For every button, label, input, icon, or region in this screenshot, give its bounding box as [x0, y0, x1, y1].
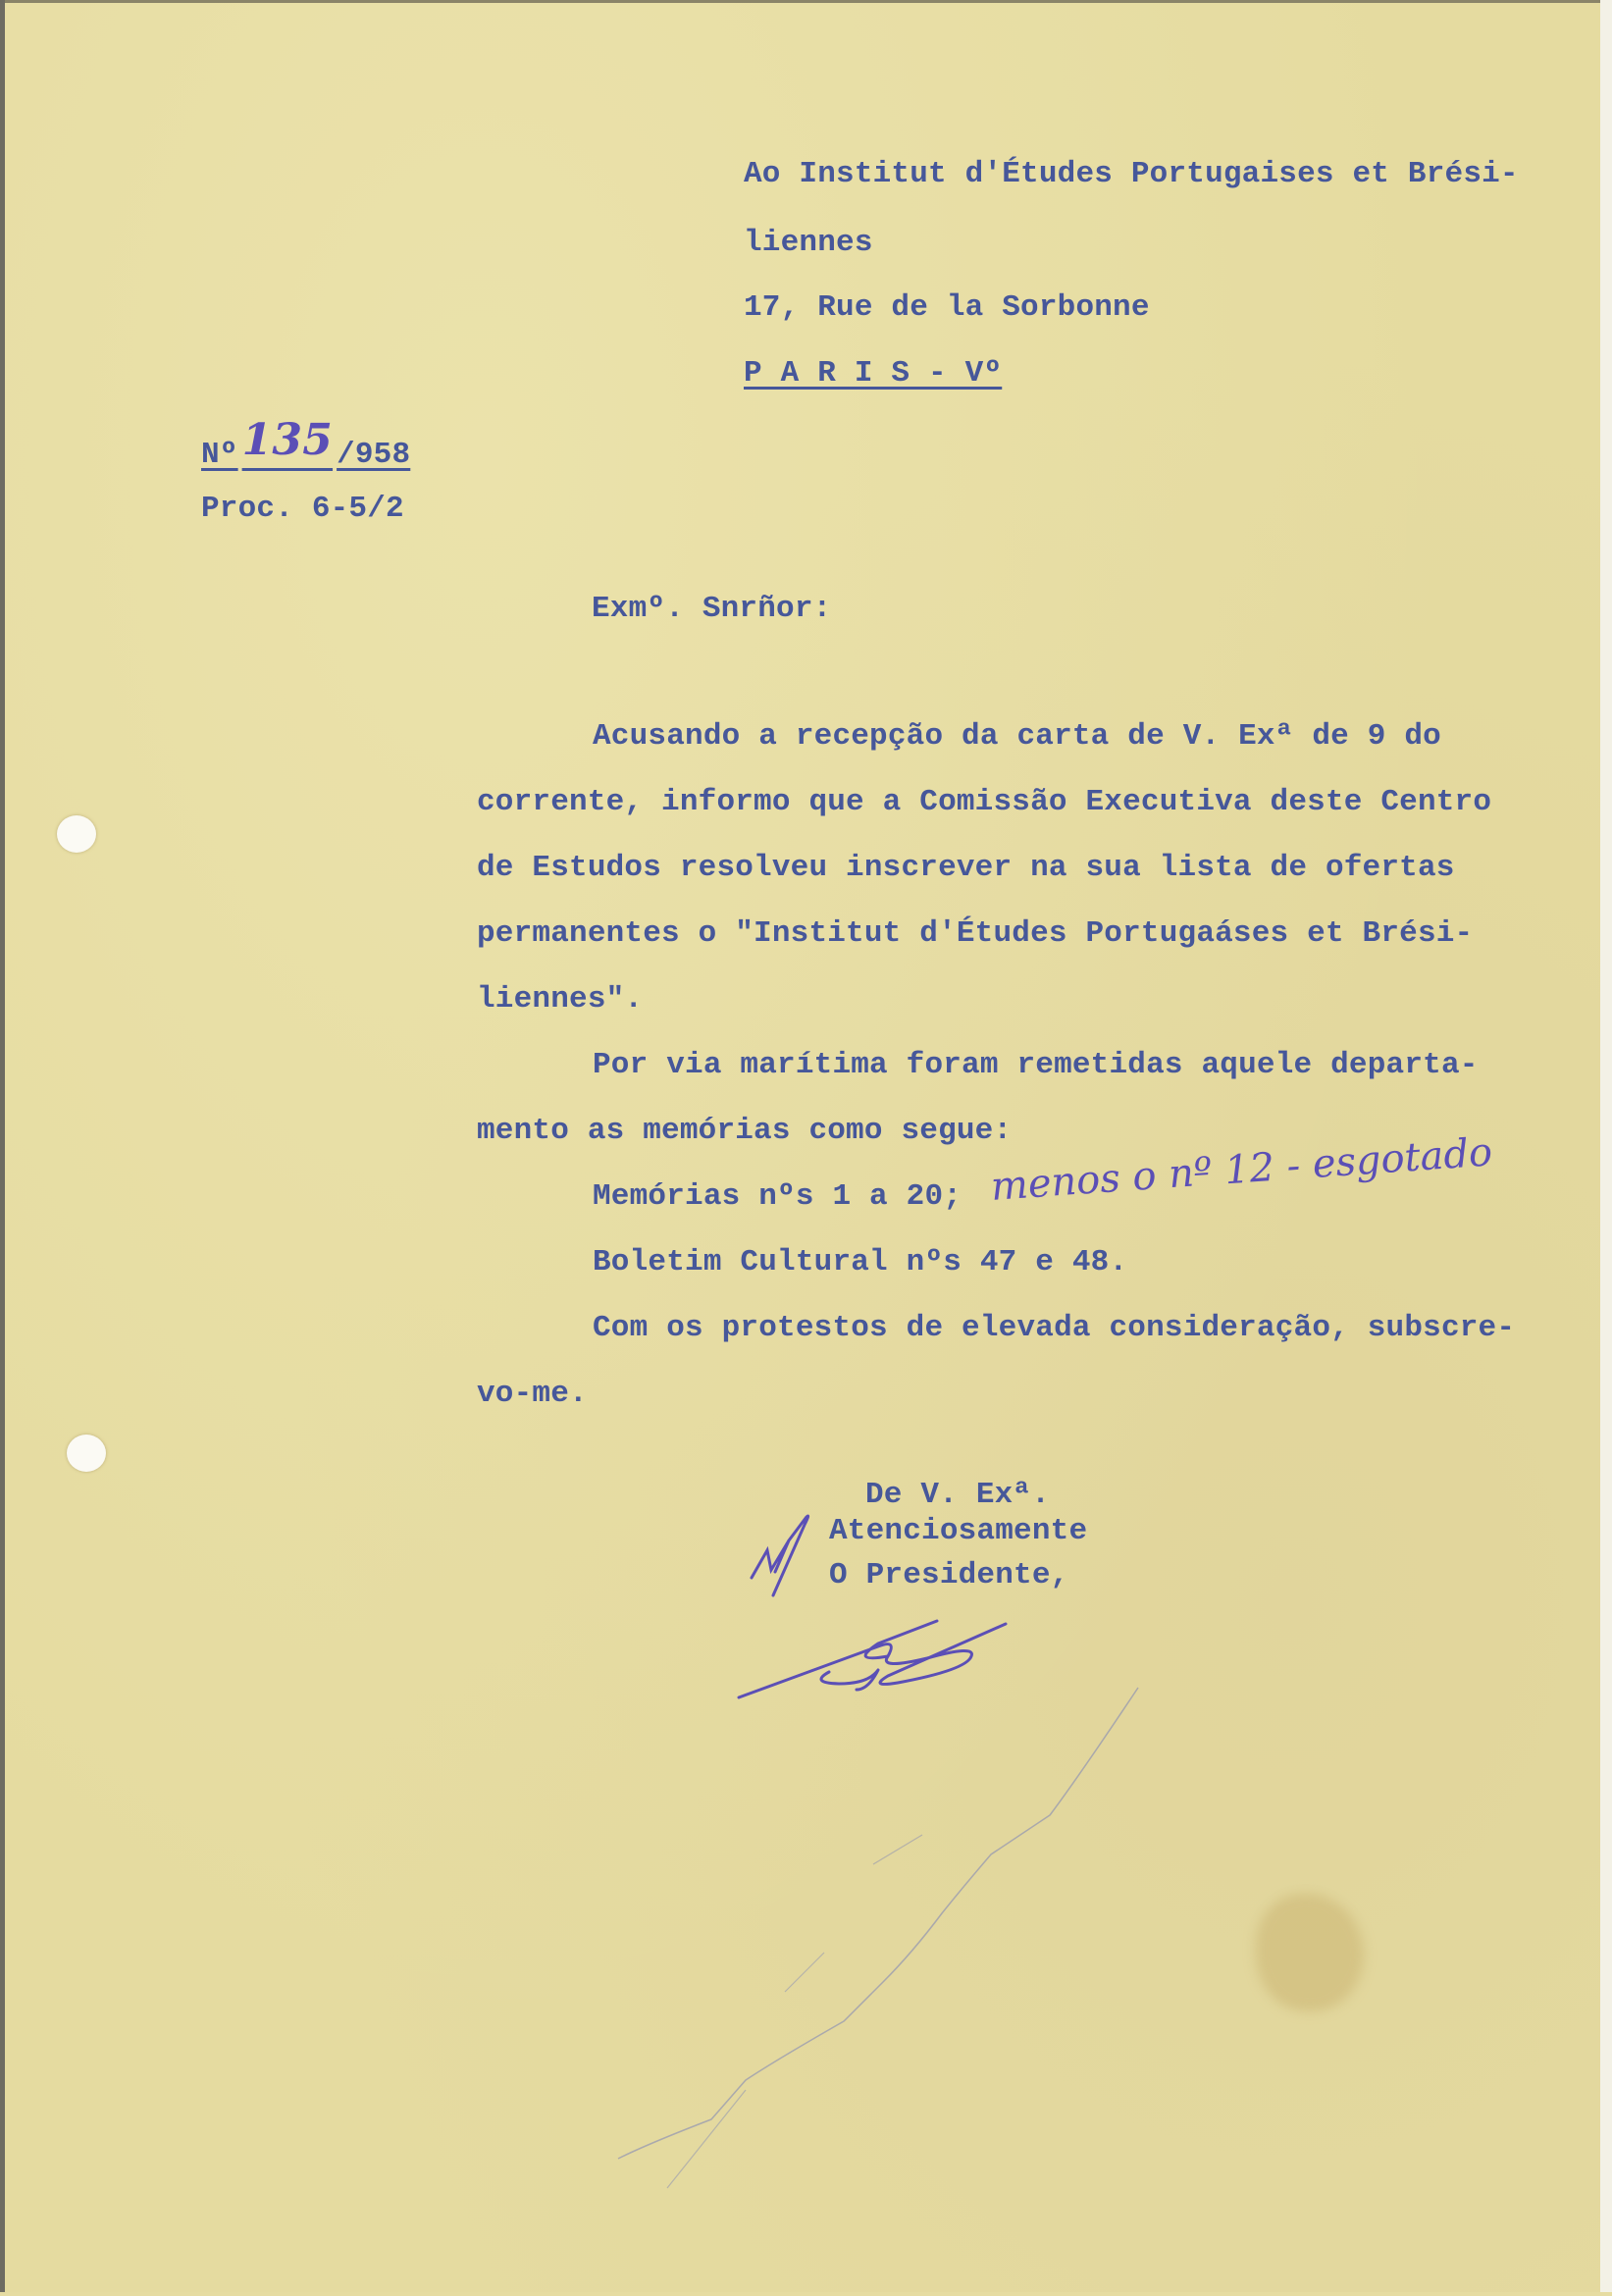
addressee-line-3: 17, Rue de la Sorbonne — [744, 290, 1150, 325]
process-number: Proc. 6-5/2 — [201, 492, 404, 526]
list-item-memorias: Memórias nºs 1 a 20; — [593, 1179, 962, 1214]
body-line: corrente, informo que a Comissão Executiva deste Centro — [477, 785, 1492, 819]
body-line: vo-me. — [477, 1377, 588, 1411]
body-line: Com os protestos de elevada consideração, subscre- — [593, 1311, 1516, 1345]
body-line: Por via marítima foram remetidas aquele departa- — [593, 1048, 1479, 1082]
body-line: Acusando a recepção da carta de V. Exª de 9 do — [593, 719, 1441, 754]
body-line: de Estudos resolveu inscrever na sua lista de ofertas — [477, 851, 1455, 885]
body-line: liennes". — [477, 982, 644, 1017]
reference-prefix: Nº — [201, 438, 238, 472]
closing-line-1: De V. Exª. — [865, 1478, 1051, 1512]
punch-hole-top — [57, 815, 96, 853]
salutation: Exmº. Snrñor: — [592, 592, 832, 626]
punch-hole-bottom — [67, 1435, 106, 1472]
addressee-line-2: liennes — [744, 226, 873, 260]
body-line: permanentes o "Institut d'Études Portugaáses et Brési- — [477, 916, 1474, 951]
faint-pen-marks — [589, 1668, 1609, 2296]
body-line: mento as memórias como segue: — [477, 1114, 1013, 1148]
paper-left-edge — [0, 0, 5, 2292]
handwritten-initials — [746, 1511, 844, 1609]
reference-number-handwritten: 135 — [241, 415, 334, 465]
closing-line-3: O Presidente, — [829, 1558, 1069, 1592]
reference-number — [201, 415, 415, 472]
reference-year: /958 — [337, 438, 411, 472]
addressee-line-1: Ao Institut d'Études Portugaises et Brési- — [744, 157, 1519, 191]
paper-top-edge — [0, 0, 1612, 3]
list-item-boletim: Boletim Cultural nºs 47 e 48. — [593, 1245, 1128, 1279]
handwritten-note: menos o nº 12 - esgotado — [989, 1129, 1494, 1210]
addressee-city: P A R I S - Vº — [744, 356, 1003, 391]
closing-line-2: Atenciosamente — [829, 1514, 1088, 1548]
